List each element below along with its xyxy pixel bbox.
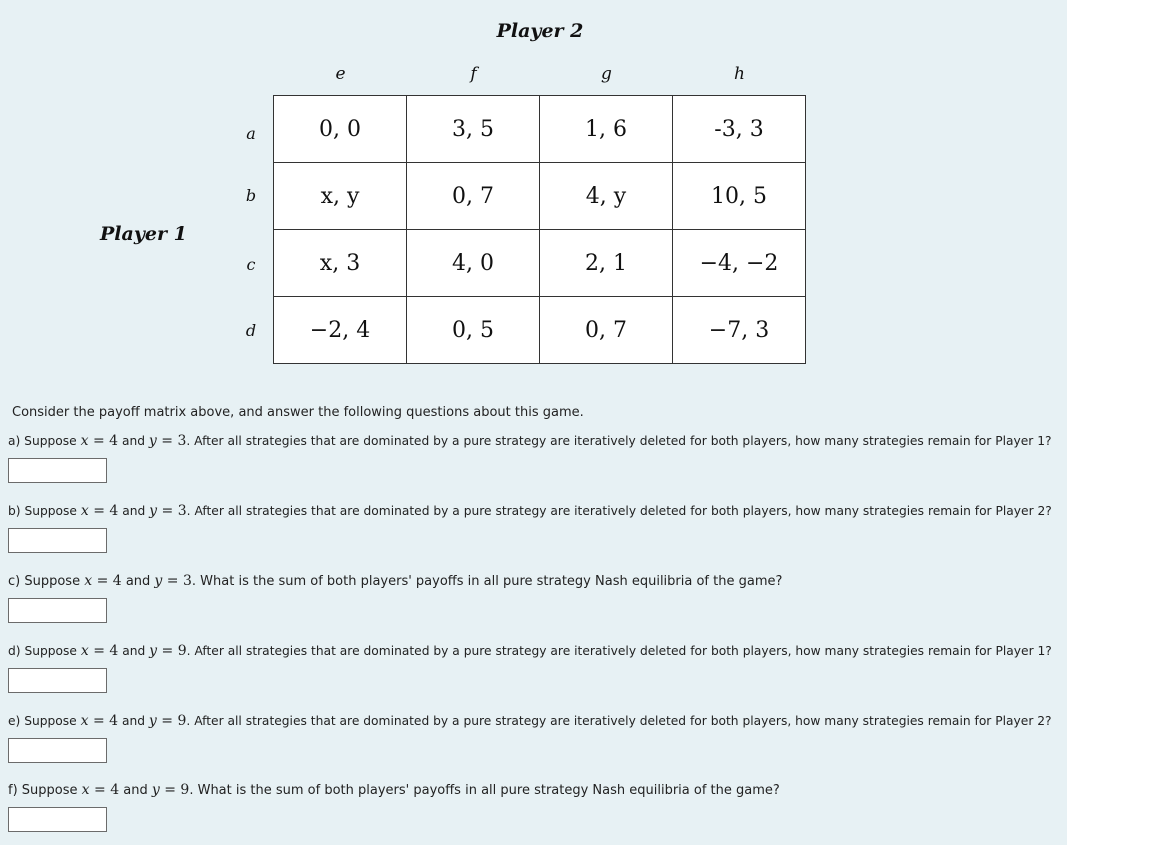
payoff-cell: 1, 6 [540, 96, 673, 163]
answer-input-b[interactable] [8, 528, 107, 553]
row-label-d: d [245, 321, 257, 340]
answer-input-c[interactable] [8, 598, 107, 623]
payoff-cell: 4, 0 [407, 230, 540, 297]
matrix-row-d [274, 297, 806, 364]
player2-label: Player 2 [496, 20, 584, 42]
matrix-row-c [274, 230, 806, 297]
payoff-cell: 3, 5 [407, 96, 540, 163]
question-b: b) Suppose x = 4 and y = 3. After all strategies that are dominated by a pure strategy are iteratively deleted for both players, how many strategies remain for Player 2? [8, 503, 1052, 519]
payoff-cell: −7, 3 [673, 297, 806, 364]
column-label-h: h [734, 64, 745, 84]
matrix-row-b [274, 163, 806, 230]
payoff-cell: 0, 0 [274, 96, 407, 163]
row-label-c: c [246, 255, 256, 274]
column-label-e: e [335, 64, 346, 84]
payoff-cell: 4, y [540, 163, 673, 230]
payoff-cell: 0, 7 [540, 297, 673, 364]
matrix-row-a [274, 96, 806, 163]
row-label-b: b [245, 186, 257, 205]
payoff-cell: 10, 5 [673, 163, 806, 230]
column-label-g: g [601, 64, 612, 84]
payoff-cell: 0, 7 [407, 163, 540, 230]
question-e: e) Suppose x = 4 and y = 9. After all strategies that are dominated by a pure strategy are iteratively deleted for both players, how many strategies remain for Player 2? [8, 713, 1052, 729]
question-c: c) Suppose x = 4 and y = 3. What is the sum of both players' payoffs in all pure strategy Nash equilibria of the game? [8, 573, 783, 589]
answer-input-f[interactable] [8, 807, 107, 832]
payoff-cell: −2, 4 [274, 297, 407, 364]
question-d: d) Suppose x = 4 and y = 9. After all strategies that are dominated by a pure strategy are iteratively deleted for both players, how many strategies remain for Player 1? [8, 643, 1052, 659]
column-label-f: f [470, 64, 477, 84]
payoff-cell: -3, 3 [673, 96, 806, 163]
payoff-cell: −4, −2 [673, 230, 806, 297]
question-a: a) Suppose x = 4 and y = 3. After all strategies that are dominated by a pure strategy are iteratively deleted for both players, how many strategies remain for Player 1? [8, 433, 1052, 449]
payoff-matrix [273, 95, 806, 364]
payoff-cell: x, y [274, 163, 407, 230]
player1-label: Player 1 [100, 223, 187, 245]
answer-input-d[interactable] [8, 668, 107, 693]
answer-input-a[interactable] [8, 458, 107, 483]
payoff-cell: 2, 1 [540, 230, 673, 297]
question-f: f) Suppose x = 4 and y = 9. What is the sum of both players' payoffs in all pure strategy Nash equilibria of the game? [8, 782, 780, 798]
row-label-a: a [246, 124, 256, 143]
answer-input-e[interactable] [8, 738, 107, 763]
payoff-cell: x, 3 [274, 230, 407, 297]
payoff-cell: 0, 5 [407, 297, 540, 364]
intro-text: Consider the payoff matrix above, and answer the following questions about this game. [12, 405, 584, 420]
